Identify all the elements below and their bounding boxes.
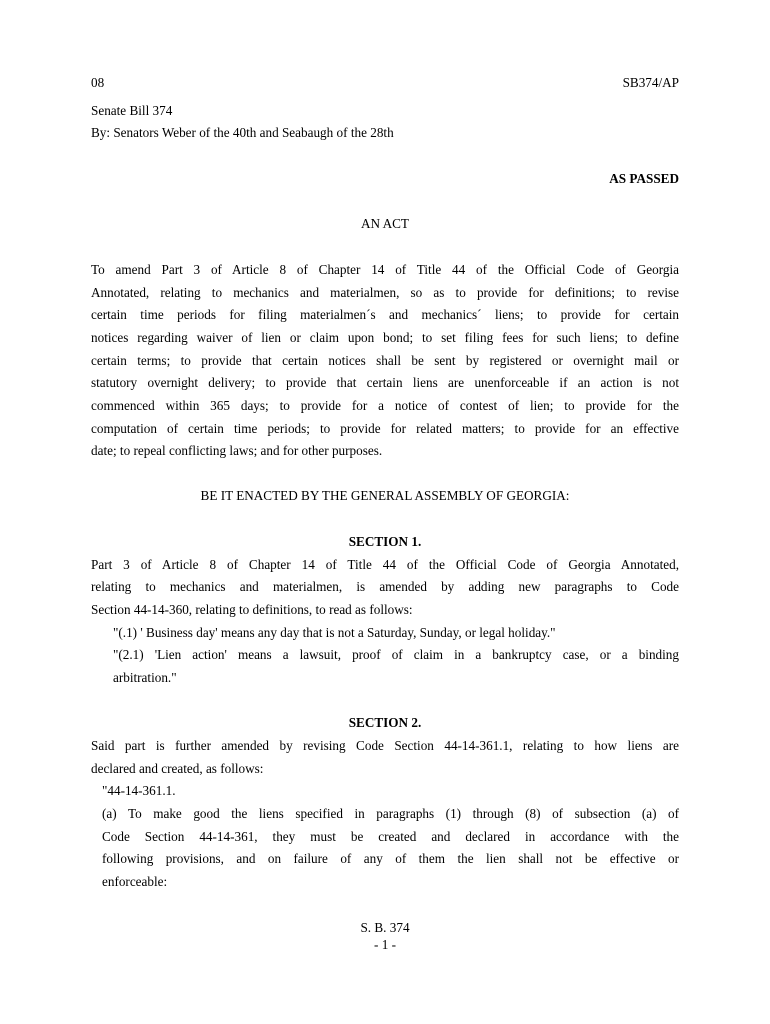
- page-number: - 1 -: [374, 937, 396, 952]
- paragraph-lien-action: "(2.1) 'Lien action' means a lawsuit, proof of claim in a bankruptcy case, or a binding: [113, 647, 679, 662]
- section-2-line: Said part is further amended by revising Code Section 44-14-361.1, relating to how liens are: [91, 738, 679, 753]
- status-label: AS PASSED: [609, 171, 679, 186]
- paragraph-lien-action: arbitration.": [113, 670, 177, 685]
- preamble-line: statutory overnight delivery; to provide that certain liens are unenforceable if an action is not: [91, 375, 679, 390]
- section-2-heading: SECTION 2.: [348, 715, 422, 730]
- doc-code-left: 08: [91, 75, 105, 90]
- preamble-line: notices regarding waiver of lien or claim upon bond; to set filing fees for such liens; to define: [91, 330, 679, 345]
- preamble-line: To amend Part 3 of Article 8 of Chapter 14 of Title 44 of the Official Code of Georgia: [91, 262, 679, 277]
- section-2-line: declared and created, as follows:: [91, 761, 264, 776]
- enacting-clause: BE IT ENACTED BY THE GENERAL ASSEMBLY OF GEORGIA:: [200, 488, 570, 503]
- preamble-line: date; to repeal conflicting laws; and for other purposes.: [91, 443, 383, 458]
- paragraph-business-day: "(.1) ' Business day' means any day that is not a Saturday, Sunday, or legal holiday.": [113, 625, 556, 640]
- section-1-line: Section 44-14-360, relating to definitions, to read as follows:: [91, 602, 413, 617]
- preamble-line: computation of certain time periods; to provide for related matters; to provide for an effective: [91, 421, 679, 436]
- preamble-line: commenced within 365 days; to provide for a notice of contest of lien; to provide for the: [91, 398, 679, 413]
- bill-number: Senate Bill 374: [91, 103, 173, 118]
- code-section-reference: "44-14-361.1.: [102, 783, 176, 798]
- preamble-line: certain time periods for filing materialmen´s and mechanics´ liens; to provide for certain: [91, 307, 679, 322]
- doc-code-right: SB374/AP: [622, 75, 679, 90]
- section-1-line: relating to mechanics and materialmen, is amended by adding new paragraphs to Code: [91, 579, 679, 594]
- subsection-a-line: (a) To make good the liens specified in paragraphs (1) through (8) of subsection (a) of: [102, 806, 679, 821]
- section-1-line: Part 3 of Article 8 of Chapter 14 of Title 44 of the Official Code of Georgia Annotated,: [91, 557, 679, 572]
- preamble-line: certain terms; to provide that certain notices shall be sent by registered or overnight mail or: [91, 353, 679, 368]
- preamble-line: Annotated, relating to mechanics and materialmen, so as to provide for definitions; to revise: [91, 285, 679, 300]
- subsection-a-line: enforceable:: [102, 874, 168, 889]
- bill-sponsors: By: Senators Weber of the 40th and Seabaugh of the 28th: [91, 125, 394, 140]
- subsection-a-line: Code Section 44-14-361, they must be created and declared in accordance with the: [102, 829, 679, 844]
- footer-bill-ref: S. B. 374: [360, 920, 410, 935]
- section-1-heading: SECTION 1.: [348, 534, 422, 549]
- act-title: AN ACT: [361, 216, 409, 231]
- subsection-a-line: following provisions, and on failure of any of them the lien shall not be effective or: [102, 851, 679, 866]
